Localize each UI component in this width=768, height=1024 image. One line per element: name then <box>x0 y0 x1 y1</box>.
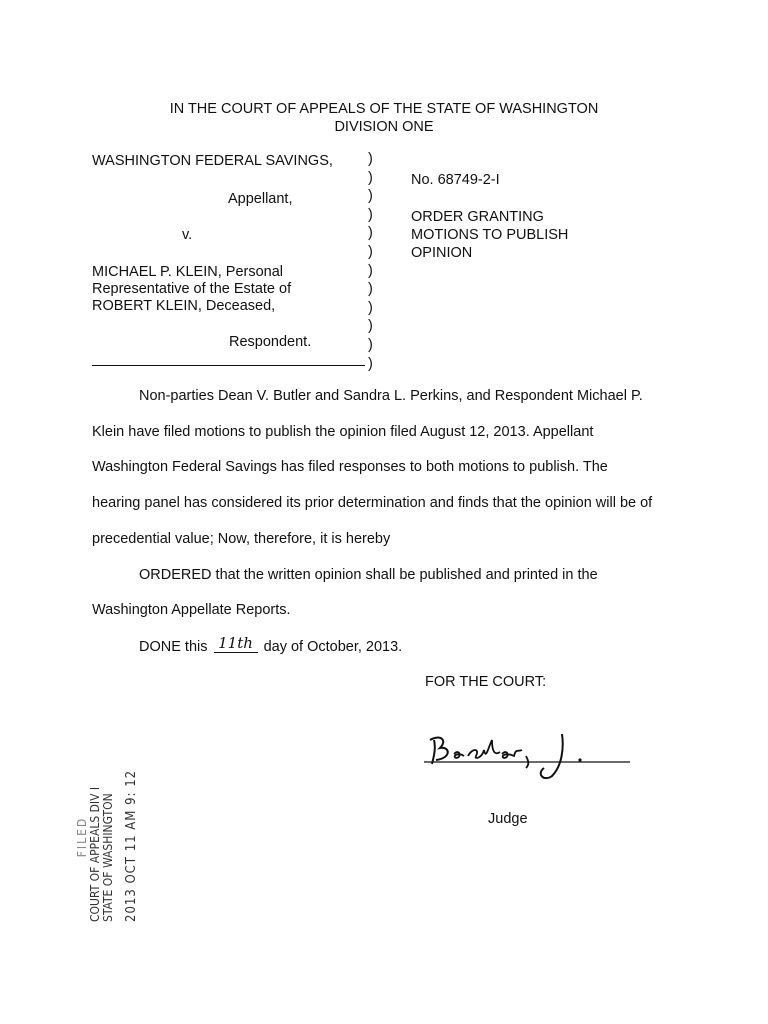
judge-title: Judge <box>488 811 528 827</box>
plaintiff-name: WASHINGTON FEDERAL SAVINGS, <box>92 153 333 169</box>
caption-parentheses: ) ) ) ) ) ) ) ) ) ) ) ) <box>368 151 373 372</box>
division-heading: DIVISION ONE <box>334 119 434 135</box>
case-title-line-3: OPINION <box>411 245 473 261</box>
versus-label: v. <box>182 227 193 243</box>
plaintiff-role: Appellant, <box>228 191 293 207</box>
stamp-line-2: COURT OF APPEALS DIV I <box>88 786 102 922</box>
done-line <box>139 634 403 656</box>
case-title-line-2: MOTIONS TO PUBLISH <box>411 227 569 243</box>
stamp-line-3: STATE OF WASHINGTON <box>101 793 115 922</box>
defendant-role: Respondent. <box>229 334 312 350</box>
done-prefix: DONE this <box>139 639 208 655</box>
body-line-2: Klein have filed motions to publish the opinion filed August 12, 2013. Appellant <box>92 424 594 440</box>
court-heading: IN THE COURT OF APPEALS OF THE STATE OF WASHINGTON <box>169 101 599 117</box>
defendant-line-2: Representative of the Estate of <box>92 281 292 297</box>
order-line-2: Washington Appellate Reports. <box>92 602 291 618</box>
caption-rule <box>92 365 365 366</box>
defendant-line-3: ROBERT KLEIN, Deceased, <box>92 298 276 314</box>
case-title-line-1: ORDER GRANTING <box>411 209 544 225</box>
body-line-1: Non-parties Dean V. Butler and Sandra L. Perkins, and Respondent Michael P. <box>139 388 643 404</box>
body-line-3: Washington Federal Savings has filed responses to both motions to publish. The <box>92 459 608 475</box>
case-number: No. 68749-2-I <box>411 172 500 188</box>
defendant-line-1: MICHAEL P. KLEIN, Personal <box>92 264 283 280</box>
filed-stamp <box>70 742 140 922</box>
stamp-line-4: 2013 OCT 11 AM 9: 12 <box>124 769 139 922</box>
order-line-1: ORDERED that the written opinion shall be published and printed in the <box>139 567 598 583</box>
body-line-4: hearing panel has considered its prior determination and finds that the opinion will be of <box>92 495 653 511</box>
done-suffix: day of October, 2013. <box>263 639 403 655</box>
stamp-line-1: FILED <box>75 816 89 858</box>
body-line-5: precedential value; Now, therefore, it is hereby <box>92 531 391 547</box>
judge-signature <box>422 726 632 786</box>
done-day: 11th <box>214 634 258 653</box>
for-the-court: FOR THE COURT: <box>425 674 547 690</box>
